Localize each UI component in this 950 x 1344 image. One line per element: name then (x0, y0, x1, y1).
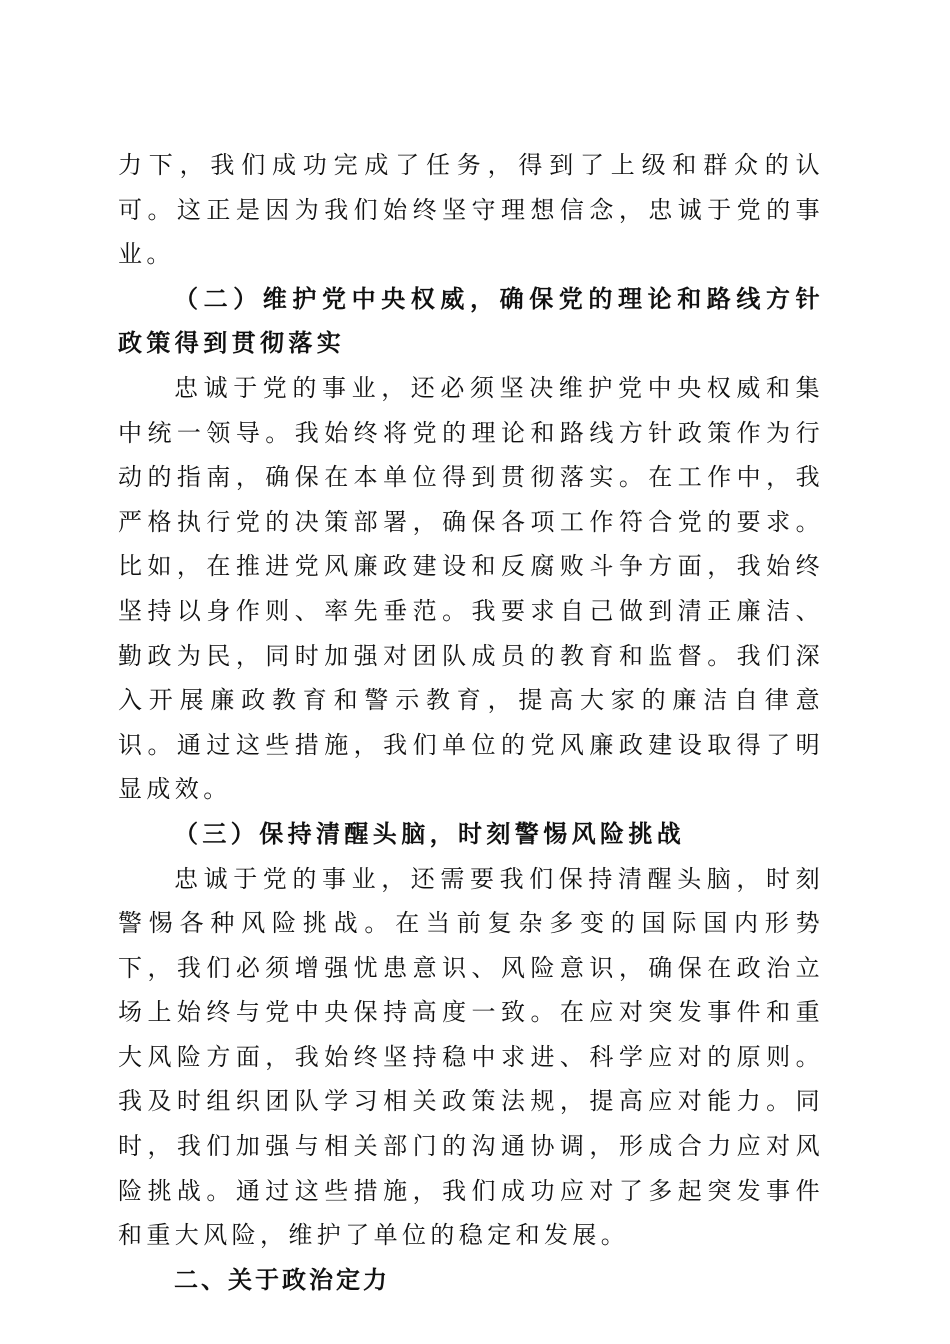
subheading-2: （二）维护党中央权威，确保党的理论和路线方针政策得到贯彻落实 (118, 283, 824, 358)
body-paragraph: 忠诚于党的事业，还需要我们保持清醒头脑，时刻警惕各种风险挑战。在当前复杂多变的国际国内形势下，我们必须增强忧患意识、风险意识，确保在政治立场上始终与党中央保持高度一致。在应对突发事件和重大风险方面，我始终坚持稳中求进、科学应对的原则。我及时组织团队学习相关政策法规，提高应对能力。同时，我们加强与相关部门的沟通协调，形成合力应对风险挑战。通过这些措施，我们成功应对了多起突发事件和重大风险，维护了单位的稳定和发展。 (118, 864, 824, 1250)
section-heading: 二、关于政治定力 (174, 1265, 390, 1294)
body-paragraph: 忠诚于党的事业，还必须坚决维护党中央权威和集中统一领导。我始终将党的理论和路线方针政策作为行动的指南，确保在本单位得到贯彻落实。在工作中，我严格执行党的决策部署，确保各项工作符合党的要求。比如，在推进党风廉政建设和反腐败斗争方面，我始终坚持以身作则、率先垂范。我要求自己做到清正廉洁、勤政为民，同时加强对团队成员的教育和监督。我们深入开展廉政教育和警示教育，提高大家的廉洁自律意识。通过这些措施，我们单位的党风廉政建设取得了明显成效。 (118, 373, 824, 804)
subheading-3: （三）保持清醒头脑，时刻警惕风险挑战 (174, 818, 686, 848)
body-paragraph-continued: 力下，我们成功完成了任务，得到了上级和群众的认可。这正是因为我们始终坚守理想信念，忠诚于党的事业。 (118, 151, 824, 269)
document-page (118, 143, 824, 1302)
